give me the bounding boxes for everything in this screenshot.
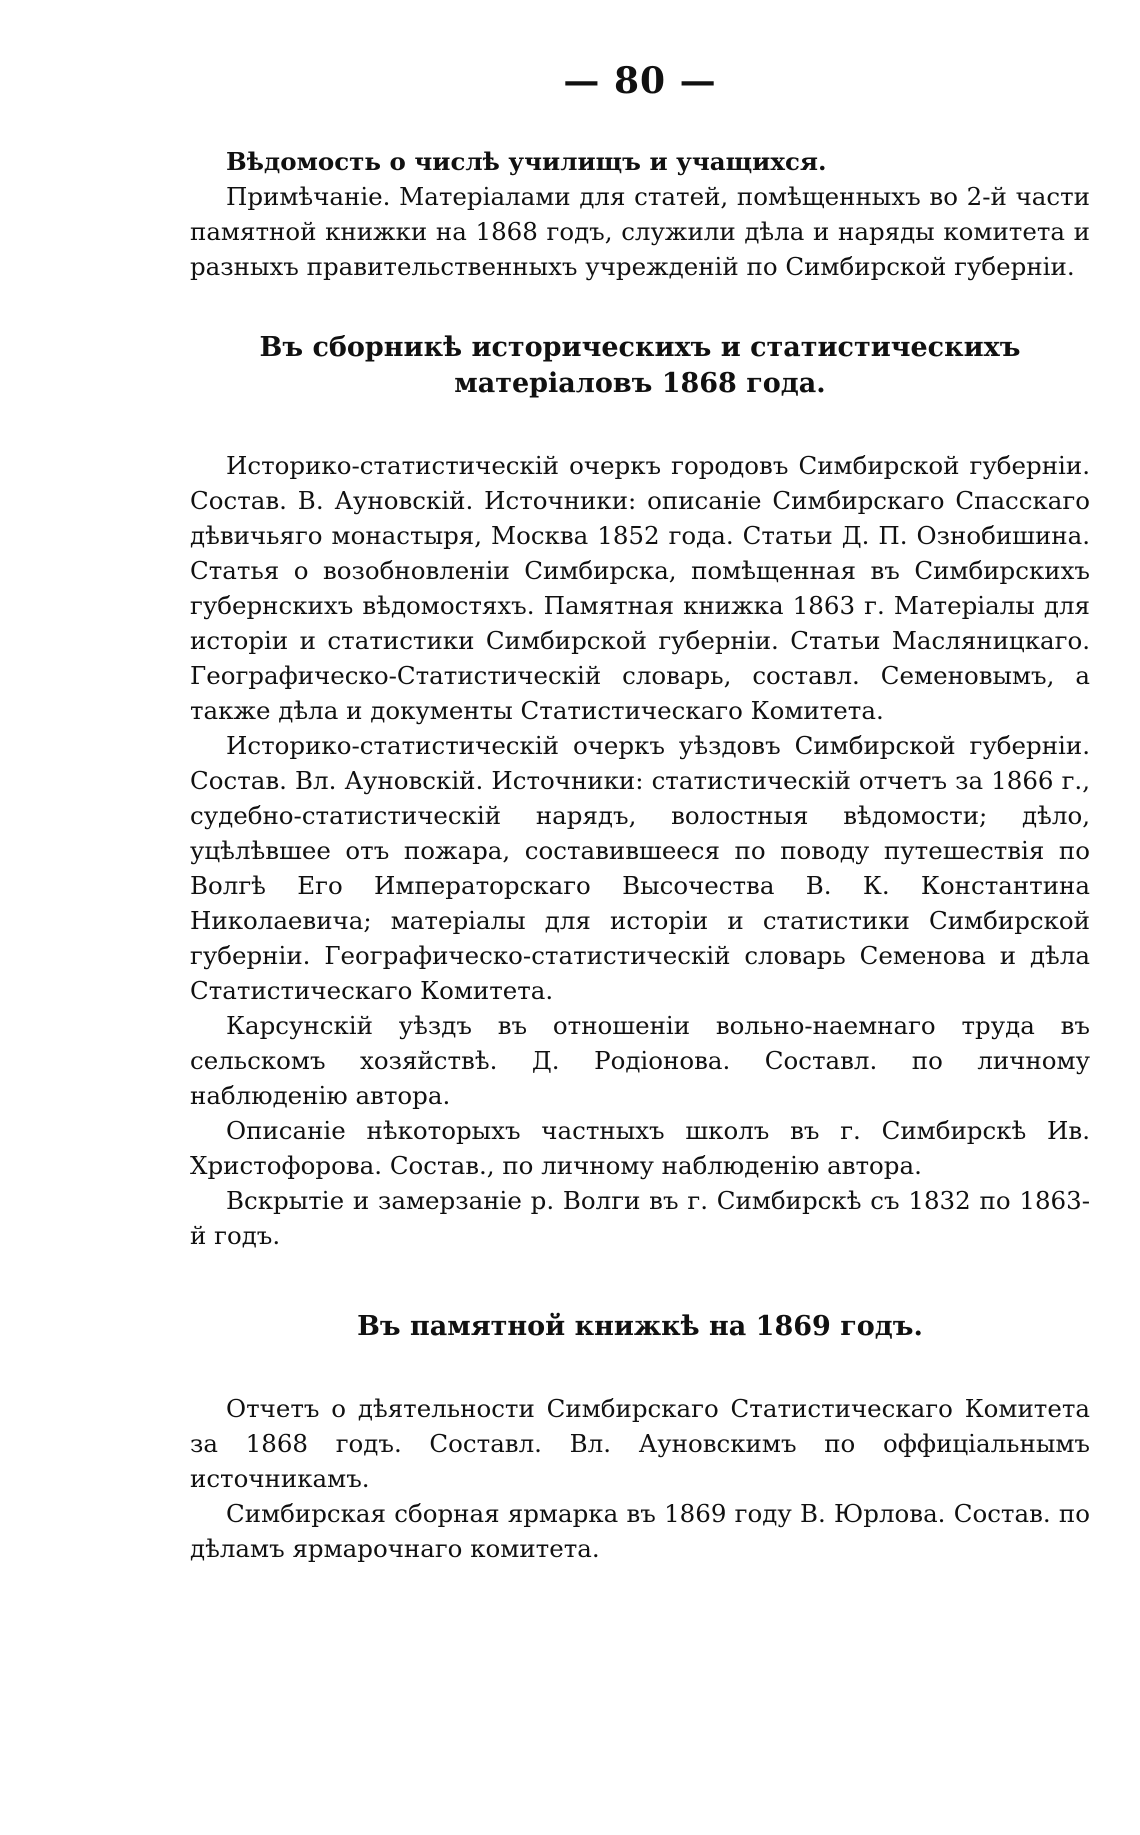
section-heading-1869: Въ памятной книжкѣ на 1869 годъ. — [357, 1311, 923, 1342]
intro-line: Вѣдомость о числѣ училищъ и учащихся. — [226, 147, 827, 176]
section2-entry-2: Симбирская сборная ярмарка въ 1869 году В. Юрлова. Состав. по дѣламъ ярмарочнаго комитета. — [190, 1499, 1090, 1563]
document-page — [190, 60, 1090, 1566]
section1-entry-1: Историко-статистическій очеркъ городовъ Симбирской губерніи. Состав. В. Ауновскій. Источники: описаніе Симбирскаго Спасскаго дѣвичьяго монастыря, Москва 1852 года. Статьи Д. П. Ознобишина. Статья о возобновленіи Симбирска, помѣщенная въ Симбирскихъ губернскихъ вѣдомостяхъ. Памятная книжка 1863 г. Матеріалы для исторіи и статистики Симбирской губерніи. Статьи Масляницкаго. Географическо-Статистическій словарь, составл. Семеновымъ, а также дѣла и документы Статистическаго Комитета. — [190, 451, 1090, 725]
intro-note: Примѣчаніе. Матеріалами для статей, помѣщенныхъ во 2-й части памятной книжки на 1868 годъ, служили дѣла и наряды комитета и разныхъ правительственныхъ учрежденій по Симбирской губерніи. — [190, 182, 1090, 281]
section1-entry-3: Карсунскій уѣздъ въ отношеніи вольно-наемнаго труда въ сельскомъ хозяйствѣ. Д. Родіонова. Составл. по личному наблюденію автора. — [190, 1011, 1090, 1110]
page-number: — 80 — — [563, 60, 717, 102]
section-heading-1868: Въ сборникѣ историческихъ и статистическихъ матеріаловъ 1868 года. — [259, 332, 1021, 399]
section2-entry-1: Отчетъ о дѣятельности Симбирскаго Статистическаго Комитета за 1868 годъ. Составл. Вл. Ауновскимъ по оффиціальнымъ источникамъ. — [190, 1394, 1090, 1493]
section1-entry-2: Историко-статистическій очеркъ уѣздовъ Симбирской губерніи. Состав. Вл. Ауновскій. Источники: статистическій отчетъ за 1866 г., судебно-статистическій нарядъ, волостныя вѣдомости; дѣло, уцѣлѣвшее отъ пожара, составившееся по поводу путешествія по Волгѣ Его Императорскаго Высочества В. К. Константина Николаевича; матеріалы для исторіи и статистики Симбирской губерніи. Географическо-статистическій словарь Семенова и дѣла Статистическаго Комитета. — [190, 731, 1090, 1005]
section1-entry-4: Описаніе нѣкоторыхъ частныхъ школъ въ г. Симбирскѣ Ив. Христофорова. Состав., по личному наблюденію автора. — [190, 1116, 1090, 1180]
section1-entry-5: Вскрытіе и замерзаніе р. Волги въ г. Симбирскѣ съ 1832 по 1863-й годъ. — [190, 1186, 1090, 1250]
